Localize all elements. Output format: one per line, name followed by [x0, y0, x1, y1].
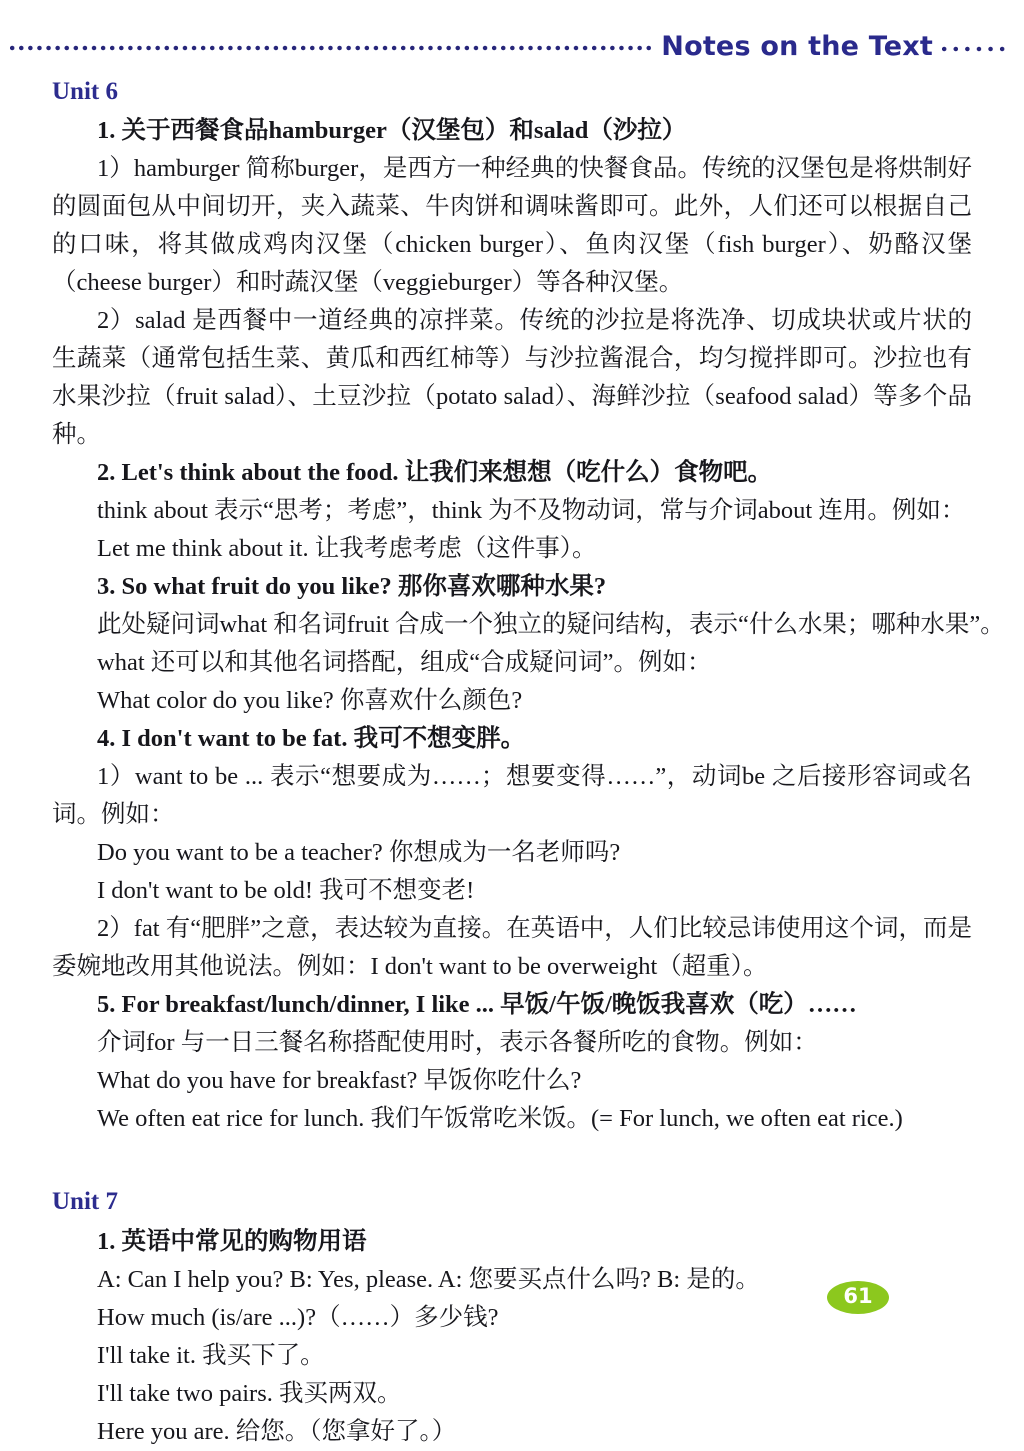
note-item-2-line-2: Let me think about it. 让我考虑考虑（这件事）。	[97, 535, 597, 563]
note-item-2-title: 2. Let's think about the food. 让我们来想想（吃什么）食物吧。	[97, 459, 773, 487]
page-content	[52, 74, 1005, 1451]
unit-block-6	[52, 74, 1005, 1138]
note-item-3-line-3: What color do you like? 你喜欢什么颜色?	[97, 687, 523, 715]
dot-leader-icon	[10, 40, 651, 56]
note-item-5-title: 5. For breakfast/lunch/dinner, I like ... 早饭/午饭/晚饭我喜欢（吃）……	[97, 991, 857, 1019]
note-item-4-sub-1: 1）want to be ... 表示“想要成为……；想要变得……”，动词be 之后接形容词或名词。例如：	[52, 763, 972, 829]
note-item-1-sub-1: 1）hamburger 简称burger，是西方一种经典的快餐食品。传统的汉堡包是将烘制好的圆面包从中间切开，夹入蔬菜、牛肉饼和调味酱即可。此外，人们还可以根据自己的口味，将其做成鸡肉汉堡（chicken burger）、鱼肉汉堡（fish burger）、奶酪汉堡（cheese burger）和时蔬汉堡（veggieburger）等各种汉堡。	[52, 155, 972, 297]
note-item-5-line-1: 介词for 与一日三餐名称搭配使用时，表示各餐所吃的食物。例如：	[97, 1029, 818, 1057]
unit-heading-6: Unit 6	[52, 78, 118, 105]
note-item-4-example-2: I don't want to be old! 我可不想变老!	[97, 877, 475, 905]
unit7-item-1-line-2: How much (is/are ...)?（……）多少钱?	[97, 1303, 499, 1331]
page-title: Notes on the Text	[661, 30, 933, 62]
unit7-item-1-line-3: I'll take it. 我买下了。	[97, 1341, 325, 1369]
page-number-badge	[827, 1281, 889, 1314]
note-item-1-title: 1. 关于西餐食品hamburger（汉堡包）和salad（沙拉）	[97, 117, 687, 145]
page-header	[0, 26, 1024, 66]
note-item-5-line-2: What do you have for breakfast? 早饭你吃什么?	[97, 1067, 582, 1095]
unit7-item-1-line-4: I'll take two pairs. 我买两双。	[97, 1379, 402, 1407]
note-item-3-title: 3. So what fruit do you like? 那你喜欢哪种水果?	[97, 573, 607, 601]
note-item-2-line-1: think about 表示“思考；考虑”，think 为不及物动词，常与介词about 连用。例如：	[97, 497, 966, 525]
note-item-3-line-2: what 还可以和其他名词搭配，组成“合成疑问词”。例如：	[97, 649, 712, 677]
unit7-item-1-title: 1. 英语中常见的购物用语	[97, 1227, 367, 1255]
unit7-item-1-line-1: A: Can I help you? B: Yes, please. A: 您要买点什么吗? B: 是的。	[97, 1265, 760, 1293]
unit7-item-1-line-5: Here you are. 给您。（您拿好了。）	[97, 1417, 457, 1445]
note-item-1-sub-2: 2）salad 是西餐中一道经典的凉拌菜。传统的沙拉是将洗净、切成块状或片状的生蔬菜（通常包括生菜、黄瓜和西红柿等）与沙拉酱混合，均匀搅拌即可。沙拉也有水果沙拉（fruit salad）、土豆沙拉（potato salad）、海鲜沙拉（seafood salad）等多个品种。	[52, 307, 972, 449]
unit-block-7	[52, 1184, 972, 1450]
note-item-4-title: 4. I don't want to be fat. 我可不想变胖。	[97, 725, 526, 753]
note-item-5-line-3: We often eat rice for lunch. 我们午饭常吃米饭。(= For lunch, we often eat rice.)	[97, 1105, 903, 1133]
unit-heading-7: Unit 7	[52, 1188, 118, 1216]
page-number: 61	[843, 1284, 873, 1308]
note-item-4-example-1: Do you want to be a teacher? 你想成为一名老师吗?	[97, 839, 621, 867]
note-item-4-sub-2: 2）fat 有“肥胖”之意，表达较为直接。在英语中，人们比较忌讳使用这个词，而是委婉地改用其他说法。例如：I don't want to be overweight（超重）。	[52, 915, 972, 981]
note-item-3-line-1: 此处疑问词what 和名词fruit 合成一个独立的疑问结构，表示“什么水果；哪种水果”。	[97, 611, 1005, 639]
dot-trail-icon	[942, 41, 1010, 57]
